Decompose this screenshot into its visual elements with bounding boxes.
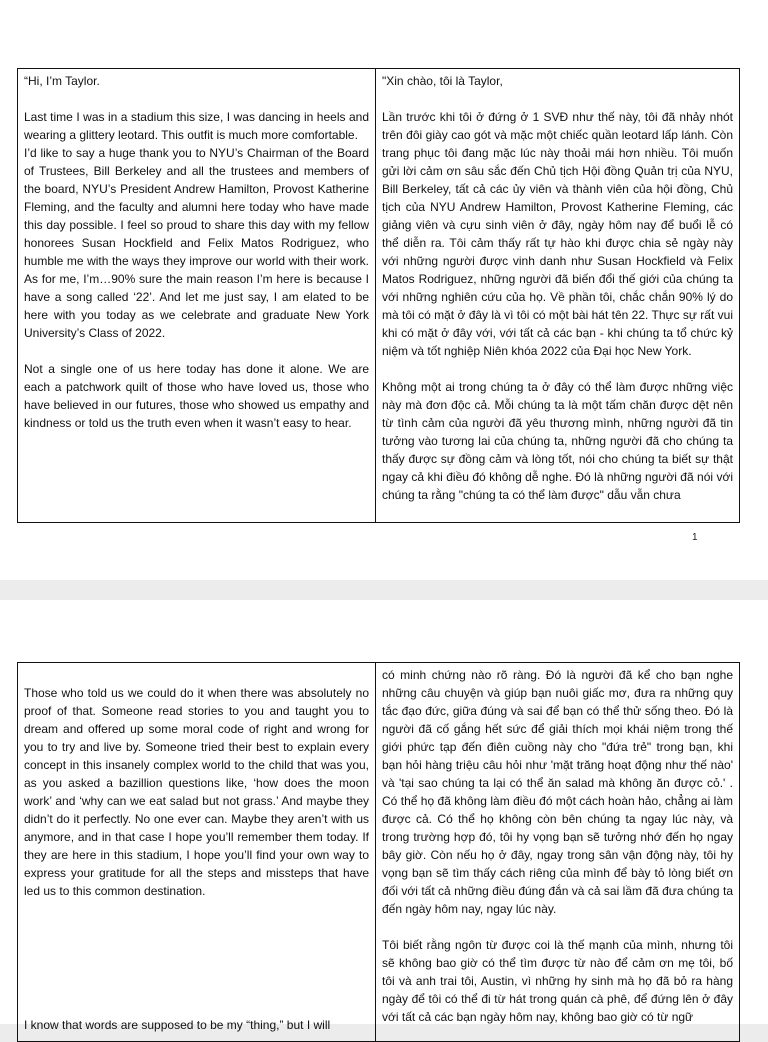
vietnamese-column (376, 663, 739, 1041)
vietnamese-paragraph: Lần trước khi tôi ở đứng ở 1 SVĐ như thế này, tôi đã nhảy nhót trên đôi giày cao gót và mặc một chiếc quần leotard lấp lánh. Còn trang phục tôi đang mặc lúc này thoải mái hơn nhiều. Tôi muốn gửi lời cảm ơn sâu sắc đến Chủ tịch Hội đồng Quản trị của NYU, Bill Berkeley, tất cả các ủy viên và thành viên của hội đồng, Chủ tịch của NYU Andrew Hamilton, Provost Katherine Fleming, các giảng viên và cựu sinh viên ở đây, ngày hôm nay để buổi lễ có thể diễn ra. Tôi cảm thấy rất tự hào khi được chia sẻ ngày này với những người được vinh danh như Susan Hockfield và Felix Matos Rodriguez, những người đã biến đổi thế giới của chúng ta với những nghiên cứu của họ. Về phần tôi, chắc chắn 90% lý do mà tôi có mặt ở đây là vì tôi có một bài hát tên 22. Thực sự rất vui khi có mặt ở đây với, với tất cả các bạn - khi chúng ta tổ chức kỷ niệm và tốt nghiệp Niên khóa 2022 của Đại học New York. (382, 110, 733, 358)
english-paragraph: I’d like to say a huge thank you to NYU’s Chairman of the Board of Trustees, Bill Berkeley and all the trustees and members of the board, NYU’s President Andrew Hamilton, Provost Katherine Fleming, and the faculty and alumni here today who have made this day possible. I feel so proud to share this day with my fellow honorees Susan Hockfield and Felix Matos Rodriguez, who humble me with the ways they improve our world with their work. As for me, I’m…90% sure the main reason I’m here is because I have a song called ‘22’. And let me just say, I am elated to be here with you today as we celebrate and graduate New York University’s Class of 2022. (24, 146, 369, 340)
vietnamese-paragraph: có minh chứng nào rõ ràng. Đó là người đã kể cho bạn nghe những câu chuyện và giúp bạn nuôi giấc mơ, đưa ra những quy tắc đạo đức, giữa đúng và sai để bạn có thể thử sống theo. Đó là người đã cố gắng hết sức để giải thích mọi khái niệm trong thế giới phức tạp đến điên cuồng này cho "đứa trẻ" trong bạn, khi bạn hỏi hàng triệu câu hỏi như 'mặt trăng hoạt động như thế nào' và 'tại sao chúng ta lại có thể ăn salad mà không ăn được cỏ.' . Có thể họ đã không làm điều đó một cách hoàn hảo, chẳng ai làm được cả. Có thể họ không còn bên chúng ta ngay lúc này, và trong trường hợp đó, tôi hy vọng bạn sẽ tưởng nhớ đến họ ngay bây giờ. Còn nếu họ ở đây, ngay trong sân vận động này, tôi hy vọng bạn sẽ tìm thấy cách riêng của mình để bày tỏ lòng biết ơn đối với tất cả những điều đúng đắn và cả sai lầm đã đưa chúng ta đến ngày hôm nay, ngay lúc này. (382, 668, 733, 916)
english-column (18, 69, 376, 522)
english-paragraph: Last time I was in a stadium this size, I was dancing in heels and wearing a glittery leotard. This outfit is much more comfortable. (24, 110, 369, 142)
english-paragraph: I know that words are supposed to be my “thing,” but I will (24, 1018, 331, 1032)
vietnamese-column (376, 69, 739, 522)
vietnamese-greeting: "Xin chào, tôi là Taylor, (382, 74, 503, 88)
translation-table-1 (17, 68, 740, 523)
english-greeting: “Hi, I’m Taylor. (24, 74, 100, 88)
english-column (18, 663, 376, 1041)
page-number: 1 (692, 532, 698, 543)
translation-table-2 (17, 662, 740, 1042)
vietnamese-paragraph: Không một ai trong chúng ta ở đây có thể làm được những việc này mà đơn độc cả. Mỗi chúng ta là một tấm chăn được dệt nên từ tình cảm của người đã yêu thương mình, những người đã tin tưởng vào tương lai của chúng ta, những người đã cho chúng ta thấy được sự đồng cảm và lòng tốt, nói cho chúng ta biết sự thật ngay cả khi điều đó không dễ nghe. Đó là những người đã nói với chúng ta rằng "chúng ta có thể làm được" dẫu vẫn chưa (382, 380, 733, 502)
english-paragraph: Those who told us we could do it when there was absolutely no proof of that. Someone read stories to you and taught you to dream and offered up some moral code of right and wrong for you to try and live by. Someone tried their best to explain every concept in this insanely complex world to the child that was you, as you asked a bazillion questions like, ‘how does the moon work’ and ‘why can we eat salad but not grass.’ And maybe they didn’t do it perfectly. No one ever can. Maybe they aren’t with us anymore, and in that case I hope you’ll remember them today. If they are here in this stadium, I hope you’ll find your own way to express your gratitude for all the steps and missteps that have led us to this common destination. (24, 686, 369, 898)
vietnamese-paragraph: Tôi biết rằng ngôn từ được coi là thế mạnh của mình, nhưng tôi sẽ không bao giờ có thể tìm được từ nào để cảm ơn mẹ tôi, bố tôi và anh trai tôi, Austin, vì những hy sinh mà họ đã bỏ ra hàng ngày để tôi có thể đi từ hát trong quán cà phê, để đứng lên ở đây với tất cả các bạn ngày hôm nay, không bao giờ có từ ngữ (382, 938, 733, 1024)
english-paragraph: Not a single one of us here today has done it alone. We are each a patchwork quilt of those who have loved us, those who have believed in our futures, those who showed us empathy and kindness or told us the truth even when it wasn’t easy to hear. (24, 362, 369, 430)
